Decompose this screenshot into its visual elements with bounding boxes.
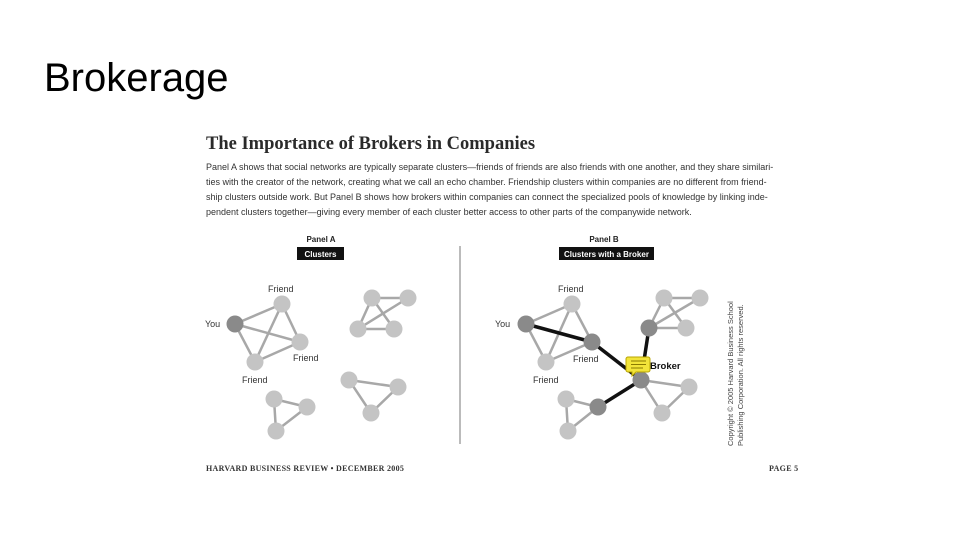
node: [299, 399, 316, 416]
node: [692, 290, 709, 307]
node: [266, 391, 283, 408]
label-broker: Broker: [650, 361, 681, 372]
footer-page-number: PAGE 5: [769, 464, 799, 473]
node: [247, 354, 264, 371]
panel-a-title: Clusters: [304, 250, 337, 259]
node-broker: [633, 372, 650, 389]
copyright-line: Publishing Corporation. All rights reserved.: [736, 304, 745, 446]
node: [560, 423, 577, 440]
intro-line: pendent clusters together—giving every member of each cluster better access to other parts of the companywide network.: [206, 207, 692, 217]
label-friend: Friend: [533, 375, 559, 385]
panel-a-nodes: [227, 290, 417, 440]
label-friend: Friend: [573, 354, 599, 364]
node: [558, 391, 575, 408]
broker-edge: [526, 324, 592, 342]
node: [678, 320, 695, 337]
footer-publication: HARVARD BUSINESS REVIEW • DECEMBER 2005: [206, 464, 405, 473]
label-friend: Friend: [293, 353, 319, 363]
node: [584, 334, 601, 351]
intro-line: ship clusters outside work. But Panel B shows how brokers within companies can connect the specialized pools of knowledge by linking inde-: [206, 192, 768, 202]
node: [341, 372, 358, 389]
node: [590, 399, 607, 416]
intro-line: Panel A shows that social networks are typically separate clusters—friends of friends are also friends with one another, and they share similari-: [206, 162, 774, 172]
node-you: [227, 316, 244, 333]
label-friend: Friend: [242, 375, 268, 385]
node: [364, 290, 381, 307]
node: [400, 290, 417, 307]
figure-heading: The Importance of Brokers in Companies: [206, 134, 536, 154]
node: [292, 334, 309, 351]
node: [538, 354, 555, 371]
node: [564, 296, 581, 313]
label-you: You: [205, 319, 221, 329]
panel-b-tag: Panel B: [589, 235, 619, 244]
label-you: You: [495, 319, 511, 329]
node: [681, 379, 698, 396]
node: [386, 321, 403, 338]
node: [268, 423, 285, 440]
node: [350, 321, 367, 338]
panel-a-tag: Panel A: [306, 235, 336, 244]
node: [641, 320, 658, 337]
label-friend: Friend: [558, 284, 584, 294]
slide-title: Brokerage: [44, 56, 229, 100]
copyright-notice: [726, 296, 746, 446]
node: [363, 405, 380, 422]
node: [656, 290, 673, 307]
panel-b-title: Clusters with a Broker: [564, 250, 649, 259]
node-you: [518, 316, 535, 333]
node: [654, 405, 671, 422]
node: [274, 296, 291, 313]
copyright-line: Copyright © 2005 Harvard Business School: [726, 301, 735, 446]
label-friend: Friend: [268, 284, 294, 294]
intro-line: ties with the creator of the network, creating what we call an echo chamber. Friendship clusters within companies are no different from friend-: [206, 177, 767, 187]
node: [390, 379, 407, 396]
